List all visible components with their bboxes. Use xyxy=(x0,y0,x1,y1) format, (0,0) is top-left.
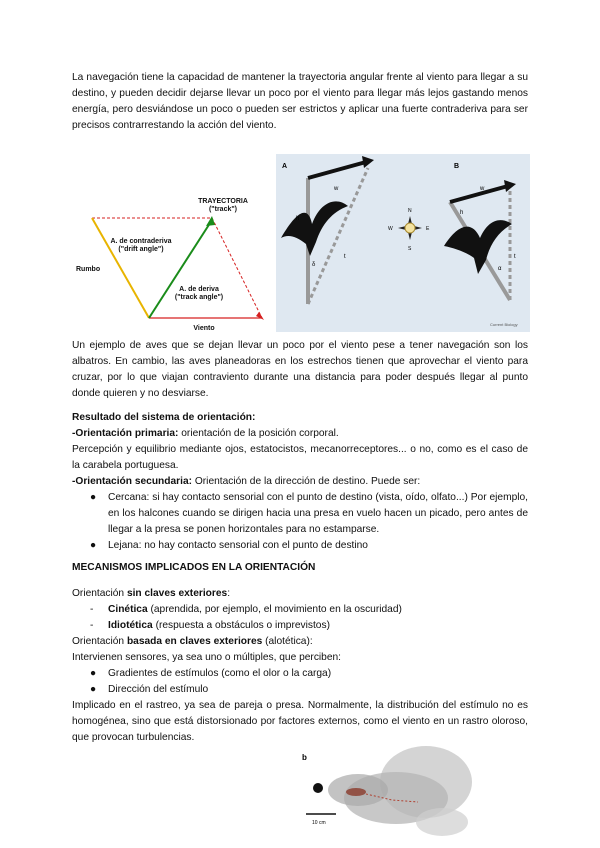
list-item xyxy=(72,682,528,698)
tracked-animal-path xyxy=(346,788,366,796)
compass-e-label: E xyxy=(426,226,430,232)
list-item xyxy=(72,538,528,554)
dash-marker: - xyxy=(90,604,94,615)
deriva-text: A. de deriva xyxy=(179,286,219,293)
destino-list xyxy=(72,490,528,554)
compass-w-label: W xyxy=(388,226,393,232)
bullet-icon: ● xyxy=(90,540,97,551)
dash-marker: - xyxy=(90,620,94,631)
label-rumbo: Rumbo xyxy=(76,266,101,273)
w-label-b: w xyxy=(480,186,485,192)
bullet-icon: ● xyxy=(90,492,97,503)
rastreo-paragraph: Implicado en el rastreo, ya sea de pareja o presa. Normalmente, la distribución del estímulo no es homogénea, sino que está distorsionado por factores externos, como el viento en un rastro oloroso, que provocan turbulencias. xyxy=(72,700,528,743)
track-angle-text: ("track angle") xyxy=(174,294,224,301)
secundaria-text: Orientación de la dirección de destino. Puede ser: xyxy=(192,476,421,487)
secundaria-label: -Orientación secundaria: xyxy=(72,476,193,487)
bird-silhouette-b xyxy=(444,220,512,274)
resultado-heading: Resultado del sistema de orientación: xyxy=(72,412,256,423)
bullet-direccion-text: Dirección del estímulo xyxy=(108,684,209,695)
dashed-red-lines xyxy=(92,218,262,318)
t-label-a: t xyxy=(344,254,346,260)
label-contraderiva xyxy=(100,238,182,254)
bullet-gradientes-text: Gradientes de estímulos (como el olor o la carga) xyxy=(108,668,332,679)
bullet-lejana-text: Lejana: no hay contacto sensorial con el punto de destino xyxy=(108,540,368,551)
primaria-label: -Orientación primaria: xyxy=(72,428,179,439)
odor-plume-figure xyxy=(296,740,472,840)
cinetica-text: (aprendida, por ejemplo, el movimiento en la oscuridad) xyxy=(147,604,402,615)
basada-bold-text: basada en claves exteriores xyxy=(126,636,263,647)
estimulo-list xyxy=(72,666,528,698)
trayectoria-vector-line xyxy=(149,220,212,318)
sin-pre-text: Orientación xyxy=(72,588,127,599)
wind-arrowhead-b-icon xyxy=(504,180,516,192)
list-item xyxy=(72,666,528,682)
alpha-label-b: α xyxy=(498,266,502,272)
bullet-cercana-text: Cercana: si hay contacto sensorial con el punto de destino (vista, oído, olfato...) Por ejemplo, en los halcones cuando se dirigen hacia una presa en vuelo hacen un picado, pero antes de llegar a la presa se ponen horizontales para no estamparse. xyxy=(108,492,528,535)
primaria-text: orientación de la posición corporal. xyxy=(178,428,339,439)
trayectoria-text: TRAYECTORIA xyxy=(198,198,248,205)
compass-n-label: N xyxy=(408,208,412,214)
bullet-icon: ● xyxy=(90,668,97,679)
percepcion-paragraph: Percepción y equilibrio mediante ojos, estatocistos, mecanorreceptores... o no, como es el caso de la carabela portuguesa. xyxy=(72,444,528,471)
list-item xyxy=(72,490,528,538)
label-deriva xyxy=(164,286,234,302)
idiotetica-text: (respuesta a obstáculos o imprevistos) xyxy=(152,620,330,631)
bird-navigation-figure xyxy=(276,154,530,332)
list-item xyxy=(72,618,528,634)
bird-silhouette-a xyxy=(281,201,348,256)
w-label-a: w xyxy=(334,186,339,192)
panel-a-label: A xyxy=(282,163,288,170)
albatros-paragraph: Un ejemplo de aves que se dejan llevar un poco por el viento pese a tener navegación son los albatros. En cambio, las aves planeadoras en los estrechos tienen que aprovechar el viento para cruzar, por lo que viajan contraviento durante una distancia para poder después llegar al punto donde quieren y no desviarse. xyxy=(72,340,528,399)
wind-vector-b xyxy=(450,186,508,202)
basada-pre-text: Orientación xyxy=(72,636,127,647)
cinetica-bold: Cinética xyxy=(108,604,148,615)
h-label-a: h xyxy=(296,216,300,222)
bullet-icon: ● xyxy=(90,684,97,695)
plume-figure-svg xyxy=(296,740,472,840)
list-item xyxy=(72,602,528,618)
secundaria-line xyxy=(72,474,528,490)
intervienen-line: Intervienen sensores, ya sea uno o múltiples, que perciben: xyxy=(72,652,341,663)
sin-claves-list xyxy=(72,602,528,634)
basada-claves-line xyxy=(72,634,528,650)
wind-vector-a xyxy=(308,162,366,178)
plume-cloud-tail xyxy=(416,808,468,836)
sin-bold-text: sin claves exteriores xyxy=(126,588,228,599)
delta-label-a: δ xyxy=(312,262,316,268)
sin-post-text: : xyxy=(227,588,231,599)
t-label-b: t xyxy=(514,254,516,260)
panel-b-label: B xyxy=(454,163,460,170)
contraderiva-text: A. de contraderiva xyxy=(110,238,172,245)
mecanismos-heading: MECANISMOS IMPLICADOS EN LA ORIENTACIÓN xyxy=(72,562,316,573)
h-label-b: h xyxy=(460,210,464,216)
basada-post-text: (alotética): xyxy=(262,636,313,647)
compass-rose-icon xyxy=(388,208,430,252)
wind-arrowhead-a-icon xyxy=(362,156,374,168)
figure-credit: Current Biology xyxy=(490,322,518,327)
drift-text: ("drift angle") xyxy=(118,246,164,253)
compass-s-label: S xyxy=(408,246,412,252)
odor-source-dot xyxy=(313,783,323,793)
scale-label: 10 cm xyxy=(312,820,326,826)
label-trayectoria xyxy=(190,198,256,214)
idiotetica-bold: Idiotética xyxy=(108,620,153,631)
label-viento: Viento xyxy=(193,325,215,332)
wind-vector-diagram xyxy=(72,192,272,340)
track-text: ("track") xyxy=(208,206,238,213)
plume-label-b: b xyxy=(302,753,307,762)
intro-paragraph: La navegación tiene la capacidad de mantener la trayectoria angular frente al viento para llegar a su destino, y pueden decidir dejarse llevar un poco por el viento para llegar más lejos gastando menos energía, pero desviándose un poco o pueden ser estrictos y aplicar una fuerte contraderiva para ser precisos contrarrestando la acción del viento. xyxy=(72,72,528,131)
bird-figure-svg xyxy=(276,154,530,332)
primaria-line xyxy=(72,426,528,442)
sin-claves-line xyxy=(72,586,528,602)
